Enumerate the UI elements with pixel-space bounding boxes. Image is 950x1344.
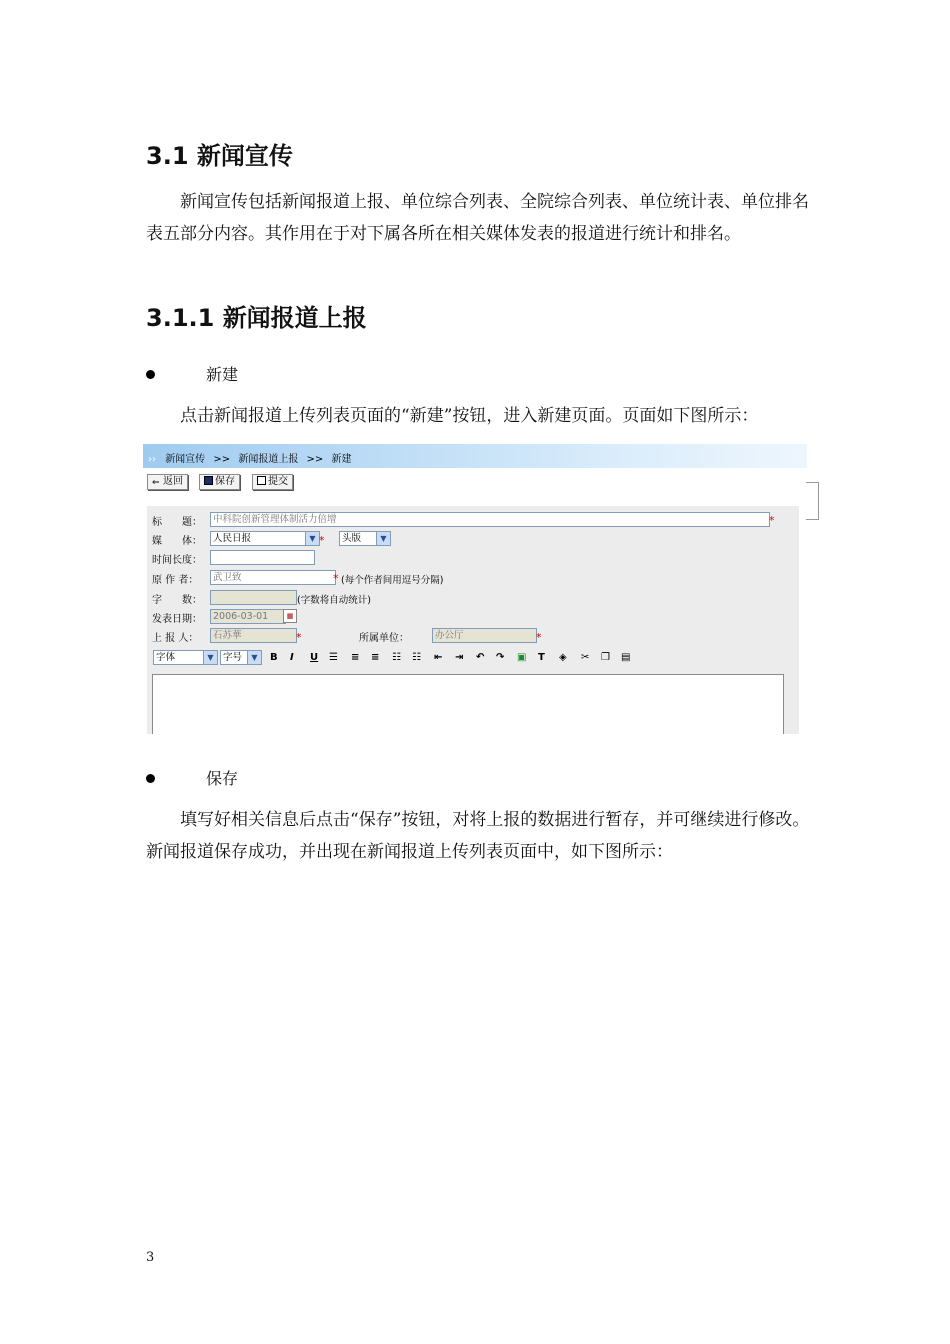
text-color-icon[interactable]: T	[538, 652, 545, 663]
author-input[interactable]: 武卫致	[210, 570, 336, 585]
date-input[interactable]: 2006-03-01	[210, 609, 286, 624]
submit-button-label: 提交	[268, 476, 288, 487]
page-number: 3	[146, 1250, 155, 1265]
font-family-select[interactable]	[153, 650, 218, 665]
bullet-new-label: 新建	[206, 365, 239, 384]
wordcount-input	[210, 590, 297, 605]
bullet-save-label: 保存	[206, 769, 239, 788]
required-mark: *	[769, 514, 775, 527]
underline-icon[interactable]: U	[310, 652, 319, 663]
media-select-value: 人民日报	[213, 533, 252, 544]
title-label: 标 题：	[152, 517, 202, 528]
date-label: 发表日期：	[152, 614, 202, 625]
required-mark: *	[536, 631, 542, 644]
media-select[interactable]	[210, 531, 320, 546]
bullet-dot-icon	[146, 370, 155, 379]
author-hint: (每个作者间用逗号分隔)	[341, 575, 444, 586]
double-arrow-icon: ››	[148, 454, 156, 465]
editor-toolbar	[153, 650, 797, 666]
submit-icon	[257, 476, 266, 485]
content-editor[interactable]	[152, 674, 784, 734]
new-page-screenshot	[143, 444, 807, 734]
font-family-value: 字体	[156, 652, 176, 663]
author-label: 原 作 者：	[152, 575, 199, 586]
breadcrumb-separator: >>	[306, 454, 324, 465]
save-paragraph: 填写好相关信息后点击“保存”按钮，对将上报的数据进行暂存，并可继续进行修改。新闻报道保存成功，并出现在新闻报道上传列表页面中，如下图所示：	[146, 810, 810, 862]
submit-button[interactable]	[252, 474, 293, 490]
font-size-value: 字号	[223, 652, 243, 663]
font-size-select[interactable]	[220, 650, 262, 665]
unit-label: 所属单位：	[359, 633, 409, 644]
back-button[interactable]	[147, 474, 188, 490]
required-mark: *	[333, 572, 339, 585]
breadcrumb-item-new: 新建	[331, 454, 352, 465]
chevron-down-icon[interactable]: ▼	[203, 651, 217, 664]
reporter-input[interactable]: 石苏華	[210, 628, 297, 643]
undo-icon[interactable]: ↶	[476, 652, 485, 663]
page-select[interactable]	[339, 531, 391, 546]
media-label: 媒 体：	[152, 536, 202, 547]
calendar-icon[interactable]: ▦	[283, 609, 297, 623]
reporter-label: 上 报 人：	[152, 633, 199, 644]
bold-icon[interactable]: B	[270, 652, 278, 663]
duration-input[interactable]	[210, 550, 315, 565]
save-button-label: 保存	[215, 476, 235, 487]
copy-icon[interactable]: ❐	[601, 652, 610, 663]
highlight-icon[interactable]: ◈	[559, 652, 567, 663]
unit-input[interactable]: 办公厅	[432, 628, 537, 643]
unordered-list-icon[interactable]: ☷	[412, 652, 421, 663]
breadcrumb-item-news[interactable]: 新闻宣传	[165, 454, 206, 465]
new-paragraph: 点击新闻报道上传列表页面的“新建”按钮，进入新建页面。页面如下图所示：	[180, 406, 759, 426]
duration-label: 时间长度：	[152, 555, 202, 566]
breadcrumb-bar	[143, 444, 807, 468]
page-select-value: 头版	[342, 533, 362, 544]
subsection-heading: 3.1.1 新闻报道上报	[146, 304, 367, 332]
breadcrumb-item-report[interactable]: 新闻报道上报	[238, 454, 299, 465]
chevron-down-icon[interactable]: ▼	[305, 532, 319, 545]
page-bracket	[806, 482, 819, 520]
required-mark: *	[319, 534, 325, 547]
save-button[interactable]	[199, 474, 240, 490]
cut-icon[interactable]: ✂	[581, 652, 590, 663]
image-icon[interactable]: ▣	[517, 652, 527, 663]
intro-paragraph: 新闻宣传包括新闻报道上报、单位综合列表、全院综合列表、单位统计表、单位排名表五部分内容。其作用在于对下属各所在相关媒体发表的报道进行统计和排名。	[146, 192, 809, 244]
paste-icon[interactable]: ▤	[621, 652, 631, 663]
align-center-icon[interactable]: ≡	[351, 652, 360, 663]
required-mark: *	[296, 631, 302, 644]
floppy-disk-icon	[204, 476, 213, 485]
wordcount-hint: (字数将自动统计)	[297, 595, 371, 606]
section-heading: 3.1 新闻宣传	[146, 142, 293, 170]
bullet-dot-icon	[146, 774, 155, 783]
align-justify-icon[interactable]: ☰	[329, 652, 338, 663]
ordered-list-icon[interactable]: ☷	[392, 652, 401, 663]
back-button-label: 返回	[163, 476, 183, 487]
align-right-icon[interactable]: ≡	[371, 652, 380, 663]
redo-icon[interactable]: ↷	[496, 652, 505, 663]
title-input[interactable]: 中科院创新管理体制活力倍增	[210, 512, 770, 527]
wordcount-label: 字 数：	[152, 595, 202, 606]
back-arrow-icon: ⇐	[152, 478, 160, 488]
chevron-down-icon[interactable]: ▼	[247, 651, 261, 664]
breadcrumb-separator: >>	[213, 454, 231, 465]
breadcrumb	[148, 450, 351, 465]
chevron-down-icon[interactable]: ▼	[376, 532, 390, 545]
outdent-icon[interactable]: ⇤	[434, 652, 443, 663]
italic-icon[interactable]: I	[290, 652, 294, 663]
indent-icon[interactable]: ⇥	[455, 652, 464, 663]
